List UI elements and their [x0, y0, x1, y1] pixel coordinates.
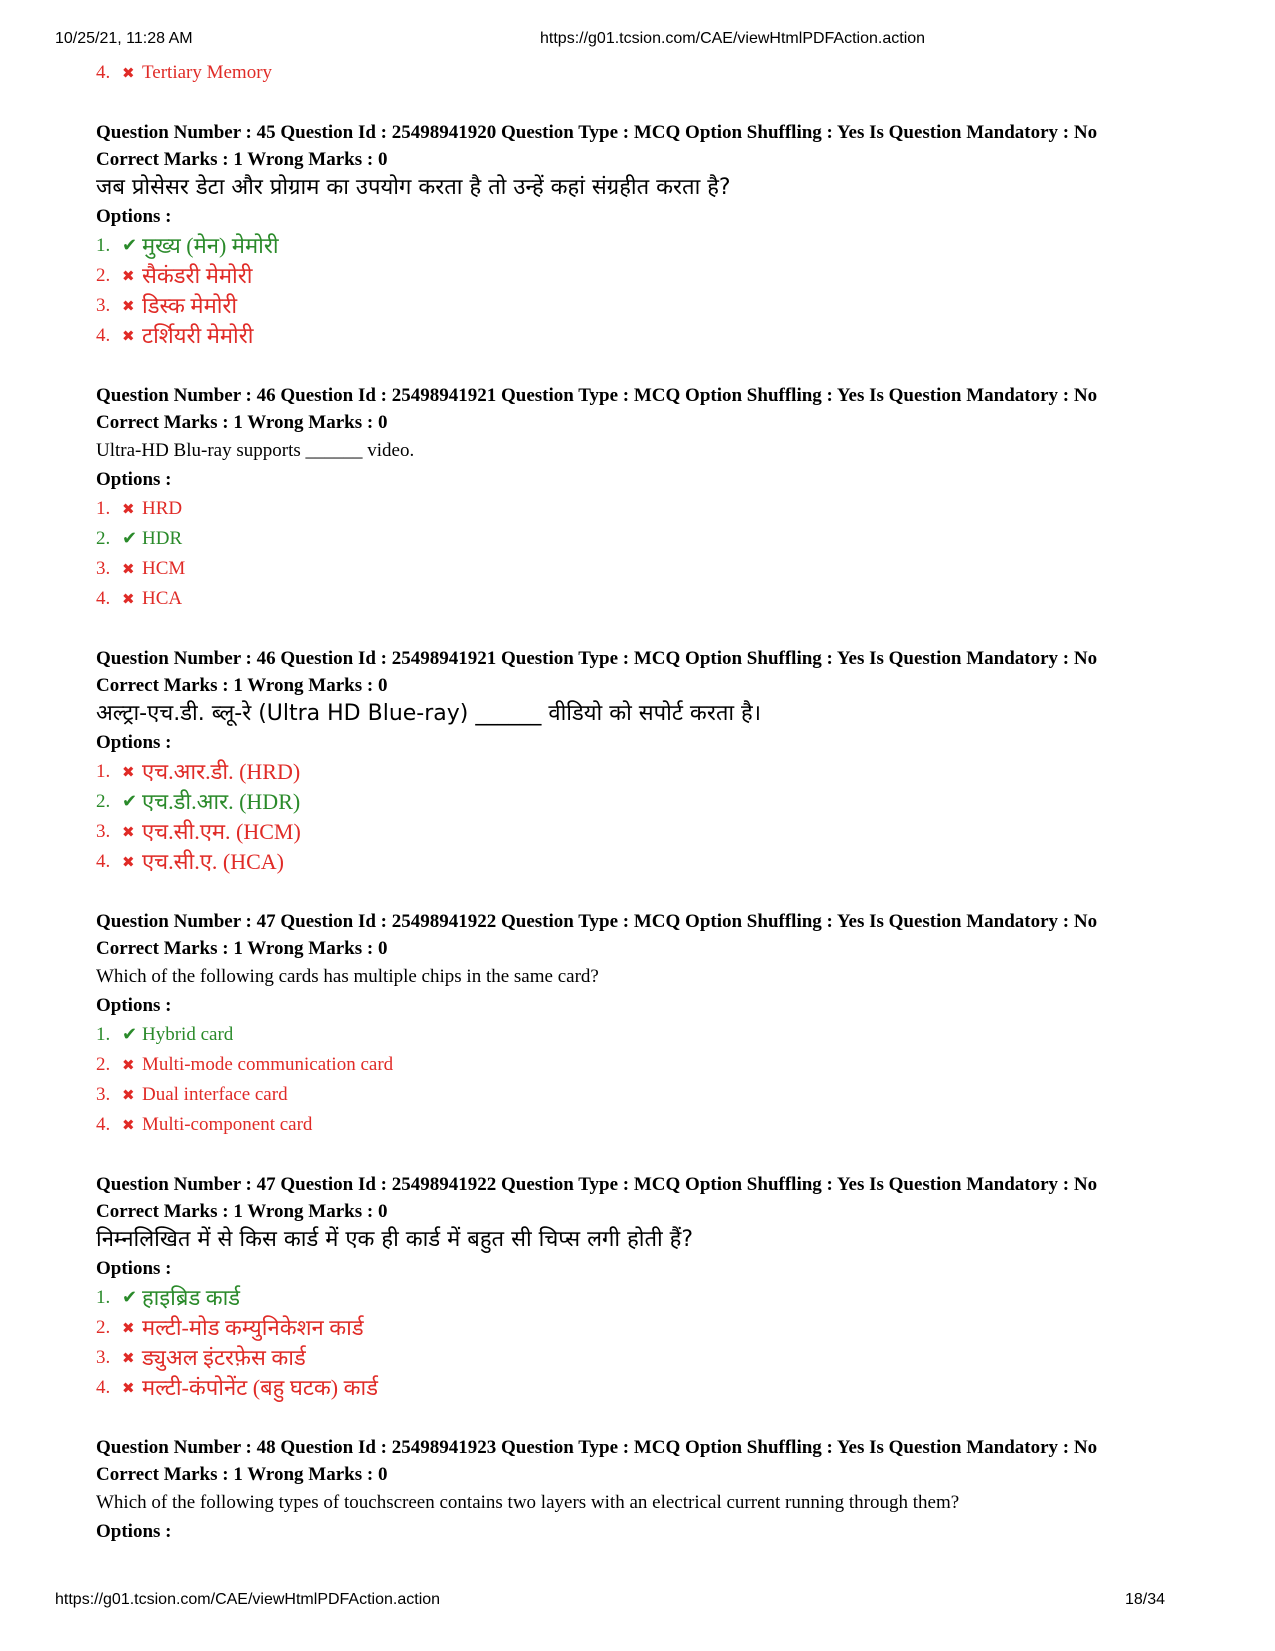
option-row — [96, 847, 1206, 877]
option-number: 3. — [96, 295, 111, 316]
cross-icon: ✖ — [122, 64, 135, 82]
cross-icon: ✖ — [122, 1319, 135, 1337]
question-block — [96, 1434, 1206, 1546]
option-number: 1. — [96, 761, 111, 782]
option-number: 2. — [96, 1317, 111, 1338]
option-text: डिस्क मेमोरी — [142, 293, 238, 318]
option-number: 2. — [96, 528, 111, 549]
question-block — [96, 908, 1206, 1140]
question-meta: Question Number : 47 Question Id : 25498941922 Question Type : MCQ Option Shuffling : Yes Is Question Mandatory : No — [96, 911, 1098, 932]
option-row — [96, 261, 1206, 291]
option-row — [96, 1283, 1206, 1313]
option-text: HDR — [142, 528, 183, 549]
option-text: एच.आर.डी. (HRD) — [142, 759, 301, 784]
question-block — [96, 382, 1206, 614]
question-meta: Question Number : 47 Question Id : 25498941922 Question Type : MCQ Option Shuffling : Yes Is Question Mandatory : No — [96, 1174, 1098, 1195]
cross-icon: ✖ — [122, 1116, 135, 1134]
option-row — [96, 524, 1206, 554]
check-icon: ✔ — [122, 235, 138, 256]
print-url-header: https://g01.tcsion.com/CAE/viewHtmlPDFAction.action — [540, 30, 926, 47]
page-number: 18/34 — [1124, 1591, 1165, 1608]
option-number: 2. — [96, 791, 111, 812]
question-meta: Question Number : 46 Question Id : 25498941921 Question Type : MCQ Option Shuffling : Yes Is Question Mandatory : No — [96, 648, 1098, 669]
option-text: Hybrid card — [142, 1024, 234, 1045]
option-row — [96, 1373, 1206, 1403]
lead-option-block — [96, 58, 1206, 88]
option-text: ड्युअल इंटरफ़ेस कार्ड — [142, 1345, 306, 1370]
question-text: अल्ट्रा-एच.डी. ब्लू-रे (Ultra HD Blue-ray) ______ वीडियो को सपोर्ट करता है। — [96, 701, 762, 726]
option-row — [96, 1343, 1206, 1373]
option-row — [96, 1050, 1206, 1080]
option-row — [96, 58, 1206, 88]
option-text: हाइब्रिड कार्ड — [142, 1285, 241, 1310]
option-number: 2. — [96, 265, 111, 286]
option-number: 2. — [96, 1054, 111, 1075]
option-text: HRD — [142, 498, 183, 519]
option-number: 4. — [96, 1377, 111, 1398]
option-row — [96, 1080, 1206, 1110]
option-number: 1. — [96, 498, 111, 519]
print-datetime: 10/25/21, 11:28 AM — [55, 30, 193, 47]
options-label: Options : — [96, 732, 172, 753]
question-marks: Correct Marks : 1 Wrong Marks : 0 — [96, 149, 388, 170]
option-row — [96, 1110, 1206, 1140]
check-icon: ✔ — [122, 1287, 138, 1308]
check-icon: ✔ — [122, 1024, 138, 1045]
cross-icon: ✖ — [122, 1379, 135, 1397]
print-url-footer: https://g01.tcsion.com/CAE/viewHtmlPDFAction.action — [55, 1591, 441, 1608]
options-label: Options : — [96, 206, 172, 227]
option-row — [96, 757, 1206, 787]
question-marks: Correct Marks : 1 Wrong Marks : 0 — [96, 412, 388, 433]
question-marks: Correct Marks : 1 Wrong Marks : 0 — [96, 1201, 388, 1222]
option-text: Multi-component card — [142, 1114, 313, 1135]
cross-icon: ✖ — [122, 267, 135, 285]
option-text: मुख्य (मेन) मेमोरी — [142, 233, 279, 258]
option-number: 4. — [96, 851, 111, 872]
question-meta: Question Number : 46 Question Id : 25498941921 Question Type : MCQ Option Shuffling : Yes Is Question Mandatory : No — [96, 385, 1098, 406]
options-label: Options : — [96, 469, 172, 490]
option-number: 4. — [96, 1114, 111, 1135]
cross-icon: ✖ — [122, 297, 135, 315]
options-label: Options : — [96, 995, 172, 1016]
question-meta: Question Number : 48 Question Id : 25498941923 Question Type : MCQ Option Shuffling : Yes Is Question Mandatory : No — [96, 1437, 1098, 1458]
option-text: Multi-mode communication card — [142, 1054, 394, 1075]
cross-icon: ✖ — [122, 763, 135, 781]
question-paper — [96, 58, 1206, 1577]
option-text: मल्टी-कंपोनेंट (बहु घटक) कार्ड — [142, 1375, 378, 1400]
cross-icon: ✖ — [122, 500, 135, 518]
question-text: जब प्रोसेसर डेटा और प्रोग्राम का उपयोग करता है तो उन्हें कहां संग्रहीत करता है? — [96, 175, 731, 200]
option-text: एच.सी.एम. (HCM) — [142, 819, 301, 844]
option-row — [96, 787, 1206, 817]
option-row — [96, 554, 1206, 584]
question-block — [96, 119, 1206, 351]
question-block — [96, 645, 1206, 877]
option-number: 3. — [96, 1347, 111, 1368]
option-number: 3. — [96, 821, 111, 842]
cross-icon: ✖ — [122, 560, 135, 578]
check-icon: ✔ — [122, 528, 138, 549]
cross-icon: ✖ — [122, 1056, 135, 1074]
option-number: 1. — [96, 235, 111, 256]
option-row — [96, 291, 1206, 321]
option-row — [96, 1313, 1206, 1343]
cross-icon: ✖ — [122, 853, 135, 871]
question-marks: Correct Marks : 1 Wrong Marks : 0 — [96, 1464, 388, 1485]
cross-icon: ✖ — [122, 1086, 135, 1104]
option-row — [96, 231, 1206, 261]
option-text: मल्टी-मोड कम्युनिकेशन कार्ड — [142, 1315, 364, 1340]
option-row — [96, 1020, 1206, 1050]
option-row — [96, 584, 1206, 614]
option-text: सैकंडरी मेमोरी — [142, 263, 253, 288]
question-text: निम्नलिखित में से किस कार्ड में एक ही कार्ड में बहुत सी चिप्स लगी होती हैं? — [96, 1227, 694, 1252]
check-icon: ✔ — [122, 791, 138, 812]
option-text: HCM — [142, 558, 186, 579]
option-row — [96, 321, 1206, 351]
option-number: 1. — [96, 1024, 111, 1045]
option-number: 4. — [96, 325, 111, 346]
option-text: HCA — [142, 588, 183, 609]
options-label: Options : — [96, 1258, 172, 1279]
cross-icon: ✖ — [122, 823, 135, 841]
option-number: 3. — [96, 558, 111, 579]
option-text: एच.सी.ए. (HCA) — [142, 849, 284, 874]
option-number: 3. — [96, 1084, 111, 1105]
question-text: Which of the following types of touchscreen contains two layers with an electrical current running through them? — [96, 1492, 960, 1513]
option-number: 1. — [96, 1287, 111, 1308]
cross-icon: ✖ — [122, 1349, 135, 1367]
options-label: Options : — [96, 1521, 172, 1542]
option-text: Dual interface card — [142, 1084, 288, 1105]
question-text: Ultra-HD Blu-ray supports ______ video. — [96, 440, 415, 461]
option-text: एच.डी.आर. (HDR) — [142, 789, 301, 814]
cross-icon: ✖ — [122, 327, 135, 345]
question-marks: Correct Marks : 1 Wrong Marks : 0 — [96, 675, 388, 696]
option-text: टर्शियरी मेमोरी — [142, 323, 254, 348]
cross-icon: ✖ — [122, 590, 135, 608]
option-number: 4. — [96, 588, 111, 609]
question-marks: Correct Marks : 1 Wrong Marks : 0 — [96, 938, 388, 959]
option-row — [96, 494, 1206, 524]
question-text: Which of the following cards has multiple chips in the same card? — [96, 966, 599, 987]
option-row — [96, 817, 1206, 847]
question-block — [96, 1171, 1206, 1403]
option-number: 4. — [96, 62, 111, 83]
questions-list — [96, 119, 1206, 1546]
option-text: Tertiary Memory — [142, 62, 273, 83]
question-meta: Question Number : 45 Question Id : 25498941920 Question Type : MCQ Option Shuffling : Yes Is Question Mandatory : No — [96, 122, 1098, 143]
